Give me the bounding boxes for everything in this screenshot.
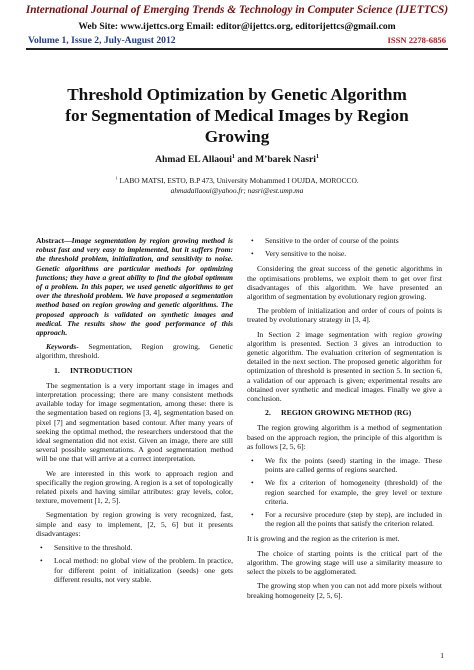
section-number: 1. [54, 365, 60, 375]
bullet-icon: • [251, 249, 254, 259]
header-divider [26, 48, 448, 50]
list-item [247, 236, 442, 245]
paragraph: Considering the great success of the genetic algorithms in the optimisations problems, we exploit them to get over first disadvantages of this algorithm. We have presented an algorithm of segmentation by evolutionary region growing. [247, 264, 442, 302]
author-emails: ahmadallaoui@yahoo.fr; nasri@est.ump.ma [170, 186, 304, 195]
left-column [36, 236, 233, 590]
section-title: REGION GROWING METHOD (RG) [281, 408, 412, 418]
abstract [36, 236, 233, 337]
paragraph: The region growing algorithm is a method of segmentation based on the approach region, the principle of this algorithm is as follows [2, 5, 6]: [247, 423, 442, 451]
keywords-label: Keywords- [46, 342, 79, 352]
list-item-text: We fix a criterion of homogeneity (threshold) of the region searched for example, the grey level or texture criteria. [265, 478, 442, 506]
title-line: Threshold Optimization by Genetic Algorithm [67, 85, 407, 104]
bullet-icon: • [40, 543, 43, 553]
list-item [247, 456, 442, 474]
bullet-icon: • [251, 456, 254, 466]
journal-web-line: Web Site: www.ijettcs.org Email: editor@ijettcs.org, editorijettcs@gmail.com [78, 21, 396, 32]
affiliation-address [40, 176, 434, 186]
bullet-list [247, 456, 442, 528]
list-item-text: We fix the points (seed) starting in the image. These points are called germs of regions searched. [265, 456, 442, 475]
paragraph: It is growing and the region as the criterion is met. [247, 534, 400, 544]
list-item [247, 478, 442, 506]
paper-title [40, 84, 434, 147]
author-name: Ahmad EL Allaoui [155, 154, 232, 165]
affiliation-text: LABO MATSI, ESTO, B.P 473, University Mohammed I OUJDA, MOROCCO. [117, 176, 359, 185]
list-item [247, 510, 442, 528]
section-heading-introduction [36, 366, 233, 375]
list-item-text: Sensitive to the order of course of the points [265, 236, 399, 245]
paragraph [247, 330, 442, 404]
author-affil-mark: 1 [315, 153, 319, 160]
author-name: M’barek Nasri [255, 154, 316, 165]
keywords [36, 342, 233, 360]
paragraph: Segmentation by region growing is very recognized, fast, simple and easy to implement, [2, 5, 6] but it presents disadvantages: [36, 510, 233, 538]
list-item [36, 556, 233, 584]
journal-name: International Journal of Emerging Trends & Technology in Computer Science (IJETTCS) [25, 4, 449, 16]
list-item-text: For a recursive procedure (step by step), are included in the region all the points that satisfy the criterion related. [265, 510, 442, 529]
author-list [40, 154, 434, 165]
bullet-icon: • [40, 556, 43, 566]
bullet-list [36, 543, 233, 584]
section-title: INTRODUCTION [70, 365, 133, 375]
title-line: Growing [204, 127, 270, 146]
title-line: for Segmentation of Medical Images by Region [65, 106, 409, 125]
right-column [247, 236, 442, 605]
author-conjunction: and [234, 154, 256, 165]
keywords-text: Segmentation, Region growing, Genetic algorithm, threshold. [36, 342, 233, 361]
bullet-icon: • [251, 510, 254, 520]
list-item [36, 543, 233, 552]
list-item-text: Sensitive to the threshold. [54, 543, 133, 553]
paragraph: We are interested in this work to approach region and specifically the region growing. A region is a set of topologically related pixels and having similar attributes: gray levels, color, texture, movement [1, 2, 5]. [36, 468, 233, 506]
abstract-text: Image segmentation by region growing method is robust fast and very easy to implemented, but it suffers from: the threshold problem, initialization, and sensitivity to noise. Genetic algorithms are particular methods for optimizing functions; they have a great ability to find the global optimum of a problem. In this paper, we used genetic algorithms to get over the threshold problem. We have proposed a segmentation method based on region growing and genetic algorithms. The proposed approach is validated on synthetic images and medical. The results show the good performance of this approach. [36, 236, 233, 338]
list-item-text: Very sensitive to the noise. [265, 249, 347, 259]
bullet-icon: • [251, 236, 254, 245]
list-item-text: Local method: no global view of the problem. In practice, for different point of initialization (seeds) one gets different results, not very stable. [54, 556, 233, 584]
paragraph-text: In Section 2 image segmentation with [257, 329, 393, 339]
bullet-icon: • [251, 478, 254, 488]
paragraph: The segmentation is a very important stage in images and interpretation processing; there are many consistent methods available today for image segmentation, among these: there is the segmentation based on regions [3, 4], segmentation based on pixel [7] and segmentation based contour. After many years of seeking the optimal method, the researchers understood that the ideal segmentation did not exist. Given an image, there are still several possible segmentations. A good segmentation method will be one that will arrive at a correct interpretation. [36, 380, 233, 464]
paragraph: The growing stop when you can not add more pixels without breaking homogeneity [2, 5, 6]. [247, 581, 442, 600]
affiliation [40, 176, 434, 196]
list-item [247, 249, 442, 258]
abstract-label: Abstract— [36, 236, 72, 245]
section-heading-region-growing [247, 408, 442, 417]
journal-volume: Volume 1, Issue 2, July-August 2012 [28, 35, 176, 46]
journal-issn: ISSN 2278-6856 [387, 35, 446, 45]
paragraph: The choice of starting points is the critical part of the algorithm. The growing stage will use a similarity measure to select the pixels to be agglomerated. [247, 548, 442, 577]
affiliation-mark: 1 [115, 175, 118, 181]
section-number: 2. [265, 408, 271, 418]
paragraph: The problem of initialization and order of cours of points is treated by evolutionary strategy in [3, 4]. [247, 306, 442, 325]
page-number: 1 [440, 651, 444, 660]
author-affil-mark: 1 [231, 153, 235, 160]
bullet-list [247, 236, 442, 258]
paragraph-emphasis: region growing [392, 329, 442, 339]
paragraph-text: algorithm is presented. Section 3 gives an introduction to genetic algorithm. The evaluation criterion of segmentation is detailed in the next section. The proposed genetic algorithm for optimization of threshold is presented in section 5. In section 6, a validation of our approach is given; experimental results are obtained over synthetic and medical images. Finally we give a conclusion. [247, 338, 442, 404]
